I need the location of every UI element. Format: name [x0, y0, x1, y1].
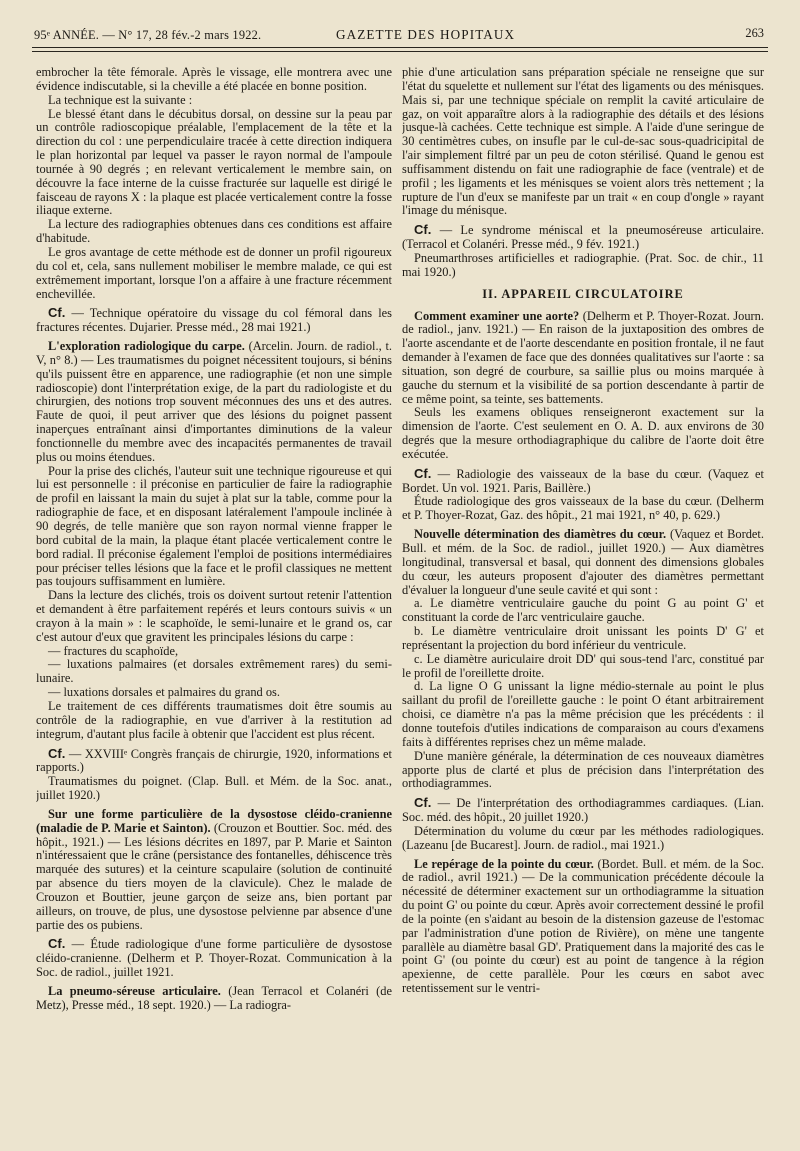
- cf-label: Cf.: [414, 795, 432, 811]
- cf-label: Cf.: [414, 465, 432, 481]
- paragraph: Le gros avantage de cette méthode est de donner un profil rigoureux du col et, cela, sans nullement mobiliser le membre malade, ce qui est extrêmement important, lorsque l'on a affaire à une fracture récemment enchevillée.: [36, 244, 392, 301]
- reference-note: [36, 306, 392, 335]
- paragraph: Pour la prise des clichés, l'auteur suit une technique rigoureuse et qui lui est personnelle : il préconise en particulier de faire la radiographie de profil en laissant la main du sujet à plat sur la table, comme pour la radiographie de face, et en disposant latéralement l'ampoule inclinée à 90 degrés, de telle manière que son rayon normal vienne frapper le bord cubital de la main, la plaque étant placée verticalement contre le bord radial. Il préconise également l'emploi de positions intermédiaires pour préciser telles lésions que la face et le profil classiques ne mettent pas toujours suffisamment en lumière.: [36, 463, 392, 589]
- article-lead: [36, 340, 392, 465]
- list-item: a. Le diamètre ventriculaire gauche du point G au point G' et constituant la corde de l'arc ventriculaire gauche.: [402, 596, 764, 625]
- reference-note: [36, 937, 392, 980]
- reference-note: [402, 467, 764, 496]
- section-heading: II. APPAREIL CIRCULATOIRE: [482, 286, 684, 301]
- paragraph: D'une manière générale, la détermination de ces nouveaux diamètres apporte plus de clarté et plus de précision dans l'interprétation des orthodiagrammes.: [402, 748, 764, 791]
- paragraph: Le blessé étant dans le décubitus dorsal, on dessine sur la peau par un contrôle radioscopique préalable, l'emplacement de la tête et la direction du col : une perpendiculaire tracée à cette direction indiquera le plan horizontal par lequel va passer le rayon normal de l'ampoule tournée à 90 degrés ; en relevant verticalement le membre sain, on découvre la face interne de la cuisse fracturée sur laquelle est dirigé le faisceau de rayons X : la plaque est placée verticalement contre la fosse iliaque externe.: [36, 106, 392, 218]
- reference-text: — Le syndrome méniscal et la pneumoséreuse articulaire. (Terracol et Colanéri. Presse méd., 9 fév. 1921.): [402, 223, 764, 252]
- reference-text: — De l'interprétation des orthodiagrammes cardiaques. (Lian. Soc. méd. des hôpit., 20 juillet 1920.): [402, 796, 764, 825]
- list-item: — luxations palmaires (et dorsales extrêmement rares) du semi-lunaire.: [36, 657, 392, 686]
- reference-note: [402, 223, 764, 252]
- reference-text: — Étude radiologique d'une forme particulière de dysostose cléido-cranienne. (Delherm et P. Thoyer-Rozat. Communication à la Soc. de radiol., juillet 1921.: [36, 937, 392, 980]
- paragraph: Étude radiologique des gros vaisseaux de la base du cœur. (Delherm et P. Thoyer-Rozat, Gaz. des hôpit., 21 mai 1921, n° 40, p. 629.): [402, 494, 764, 523]
- journal-title: GAZETTE DES HOPITAUX: [336, 27, 516, 42]
- article-text: — Les traumatismes du poignet nécessitent toujours, si bénins qu'ils puissent être en apparence, une radiographie (et non une simple radioscopie) dont l'interprétation exige, de la part du radiologiste et du chirurgien, des notions trop souvent méconnues des uns et des autres. Faute de quoi, il peut arriver que des lésions du poignet passent inaperçues entraînant ainsi d'importantes diminutions de la valeur fonctionnelle du membre avec des incapacités permanentes de travail plus ou moins étendues.: [36, 352, 392, 464]
- left-column: [36, 66, 392, 1141]
- article-text: (Bordet. Bull. et mém. de la Soc. de radiol., avril 1921.) — De la communication précédente découle la nécessité de déterminer exactement sur un orthodiagramme la situation du point G' ou pointe du cœur. Après avoir correctement dessiné le profil de la pointe (en s'aidant au besoin de la distension gazeuse de l'estomac par l'administration d'une potion de Rivière), on mène une tangente parallèle au diamètre basal GD'. Pratiquement dans la majorité des cas le point G' (ou pointe du cœur) est au point de tangence à la région apexienne, de cette parallèle. Pour les cœurs en sabot avec retentissement sur le ventri-: [402, 856, 764, 996]
- article-lead: [402, 310, 764, 407]
- paragraph: phie d'une articulation sans préparation spéciale ne renseigne que sur l'état du squelette et nullement sur l'état des ligaments ou des ménisques. Mais si, par une technique spéciale on remplit la cavité articulaire de gaz, on voit apparaître alors à la radiographie des détails et des lésions jusque-là cachées. Cette technique est simple. A l'aide d'une seringue de 30 centimètres cubes, on insufle par le cul-de-sac sous-quadricipital de l'air simplement filtré par un peu de coton stérilisé. Quand le genou est suffisamment distendu on fait une radiographie de face (ventrale) et de profil ; les ligaments et les ménisques se voient alors très nettement ; la rupture de l'un d'eux se manifeste par un trait « en coup d'ongle » rayant l'image du ménisque.: [402, 66, 764, 218]
- issue-info: 95ᵉ ANNÉE. — N° 17, 28 fév.-2 mars 1922.: [34, 28, 262, 42]
- paragraph: La technique est la suivante :: [48, 92, 193, 107]
- list-item: — luxations dorsales et palmaires du grand os.: [48, 685, 280, 700]
- article-lead: [36, 808, 392, 933]
- article-text: (Crouzon et Bouttier. Soc. méd. des hôpit., 1921.) — Les lésions décrites en 1897, par P. Marie et Sainton n'intéressaient que le crâne (persistance des fontanelles, déhiscence très marquée des sutures) et la ceinture scapulaire (solution de continuité par absence du tiers moyen de la clavicule). Chez le malade de Crouzon et Bouttier, jeune garçon de seize ans, bien portant par ailleurs, on trouve, de plus, une dysostose pelvienne par absence d'une partie des os pubiens.: [36, 820, 392, 932]
- paragraph: Seuls les examens obliques renseigneront exactement sur la dimension de l'aorte. C'est seulement en O. A. D. aux environs de 30 degrés que la mesure orthodiagraphique du calibre de l'aorte doit être exécutée.: [402, 405, 764, 461]
- article-title: La pneumo-séreuse articulaire.: [48, 984, 221, 998]
- header-rule-thin: [32, 51, 768, 52]
- article-text: (Jean Terracol et Colanéri (de Metz), Presse méd., 18 sept. 1920.) — La radiogra-: [36, 984, 392, 1012]
- article-text: (Delherm et P. Thoyer-Rozat. Journ. de radiol., janv. 1921.) — En raison de la juxtaposition des ombres de l'aorte ascendante et de l'aorte descendante en position frontale, il ne faut demander à l'examen de face que des données qualitatives sur l'aorte : sa situation, son degré de courbure, sa saillie plus ou moins marquée à gauche du sternum et la visibilité de sa portion descendante à partir de ce même point, sa teinte, ses battements.: [402, 308, 764, 406]
- list-item: b. Le diamètre ventriculaire droit unissant les points D' G' et représentant la projection du bord inférieur du ventricule.: [402, 624, 764, 652]
- page-header: [34, 24, 764, 46]
- paragraph: Le traitement de ces différents traumatismes doit être soumis au contrôle de la radiographie, en vue d'arriver à la restitution ad integrum, d'autant plus facile à obtenir que l'accident est plus récent.: [36, 698, 392, 741]
- article-title: L'exploration radiologique du carpe.: [48, 339, 245, 354]
- article-lead: [402, 858, 764, 996]
- article-title: Sur une forme particulière de la dysostose cléido-cranienne (maladie de P. Marie et Sainton).: [36, 806, 392, 835]
- reference-text: — Technique opératoire du vissage du col fémoral dans les fractures récentes. Dujarier. Presse méd., 28 mai 1921.): [36, 306, 392, 335]
- article-title: Le repérage de la pointe du cœur.: [414, 856, 594, 871]
- header-rule-thick: [32, 47, 768, 48]
- paragraph: Pneumarthroses artificielles et radiographie. (Prat. Soc. de chir., 11 mai 1920.): [402, 250, 764, 279]
- paragraph: Traumatismes du poignet. (Clap. Bull. et Mém. de la Soc. anat., juillet 1920.): [36, 774, 392, 803]
- article-lead: [402, 528, 764, 597]
- right-column: [402, 66, 764, 1141]
- reference-text: — Radiologie des vaisseaux de la base du cœur. (Vaquez et Bordet. Un vol. 1921. Paris, Baillère.): [402, 466, 764, 495]
- paragraph: La lecture des radiographies obtenues dans ces conditions est affaire d'habitude.: [36, 217, 392, 246]
- list-item: c. Le diamètre auriculaire droit DD' qui sous-tend l'arc, constitué par le profil de l'oreillette droite.: [402, 651, 764, 680]
- paragraph: Dans la lecture des clichés, trois os doivent surtout retenir l'attention et demandent à être parfaitement repérés et leurs contours suivis « un crayon à la main » : le scaphoïde, le semi-lunaire et le grand os, car c'est autour d'eux que gravitent les principales lésions du carpe :: [36, 588, 392, 644]
- list-item: — fractures du scaphoïde,: [48, 643, 179, 658]
- cf-label: Cf.: [48, 936, 66, 952]
- paragraph: embrocher la tête fémorale. Après le vissage, elle montrera avec une évidence indiscutable, si la cheville a été placée en bonne position.: [36, 66, 392, 93]
- article-text: (Vaquez et Bordet. Bull. et mém. de la Soc. de radiol., juillet 1920.) — Aux diamètres longitudinal, transversal et basal, qui donnent des dimensions globales du cœur, les auteurs proposent d'ajouter des diamètres permettant d'évaluer la longueur d'une seule cavité et qui sont :: [402, 527, 764, 597]
- cf-label: Cf.: [414, 222, 432, 238]
- reference-text: — XXVIIIᵉ Congrès français de chirurgie, 1920, informations et rapports.): [36, 746, 392, 775]
- article-lead: [36, 985, 392, 1013]
- reference-note: [36, 747, 392, 776]
- article-title: Nouvelle détermination des diamètres du cœur.: [414, 527, 667, 542]
- page-number: 263: [745, 26, 764, 40]
- cf-label: Cf.: [48, 305, 66, 321]
- article-reference: (Arcelin. Journ. de radiol., t. V, n° 8.): [36, 339, 392, 367]
- article-title: Comment examiner une aorte?: [414, 308, 580, 323]
- reference-note: [402, 796, 764, 825]
- cf-label: Cf.: [48, 745, 66, 761]
- paragraph: Détermination du volume du cœur par les méthodes radiologiques. (Lazeanu [de Bucarest]. Journ. de radiol., mai 1921.): [402, 823, 764, 852]
- list-item: d. La ligne O G unissant la ligne médio-sternale au point le plus saillant du profil de l'oreillette gauche : le point O étant arbitrairement choisi, ce diamètre n'a pas la même précision que les précédents : il donne toutefois d'utiles indications de comparaison au cours d'examens faits à différentes reprises chez un même malade.: [402, 679, 764, 749]
